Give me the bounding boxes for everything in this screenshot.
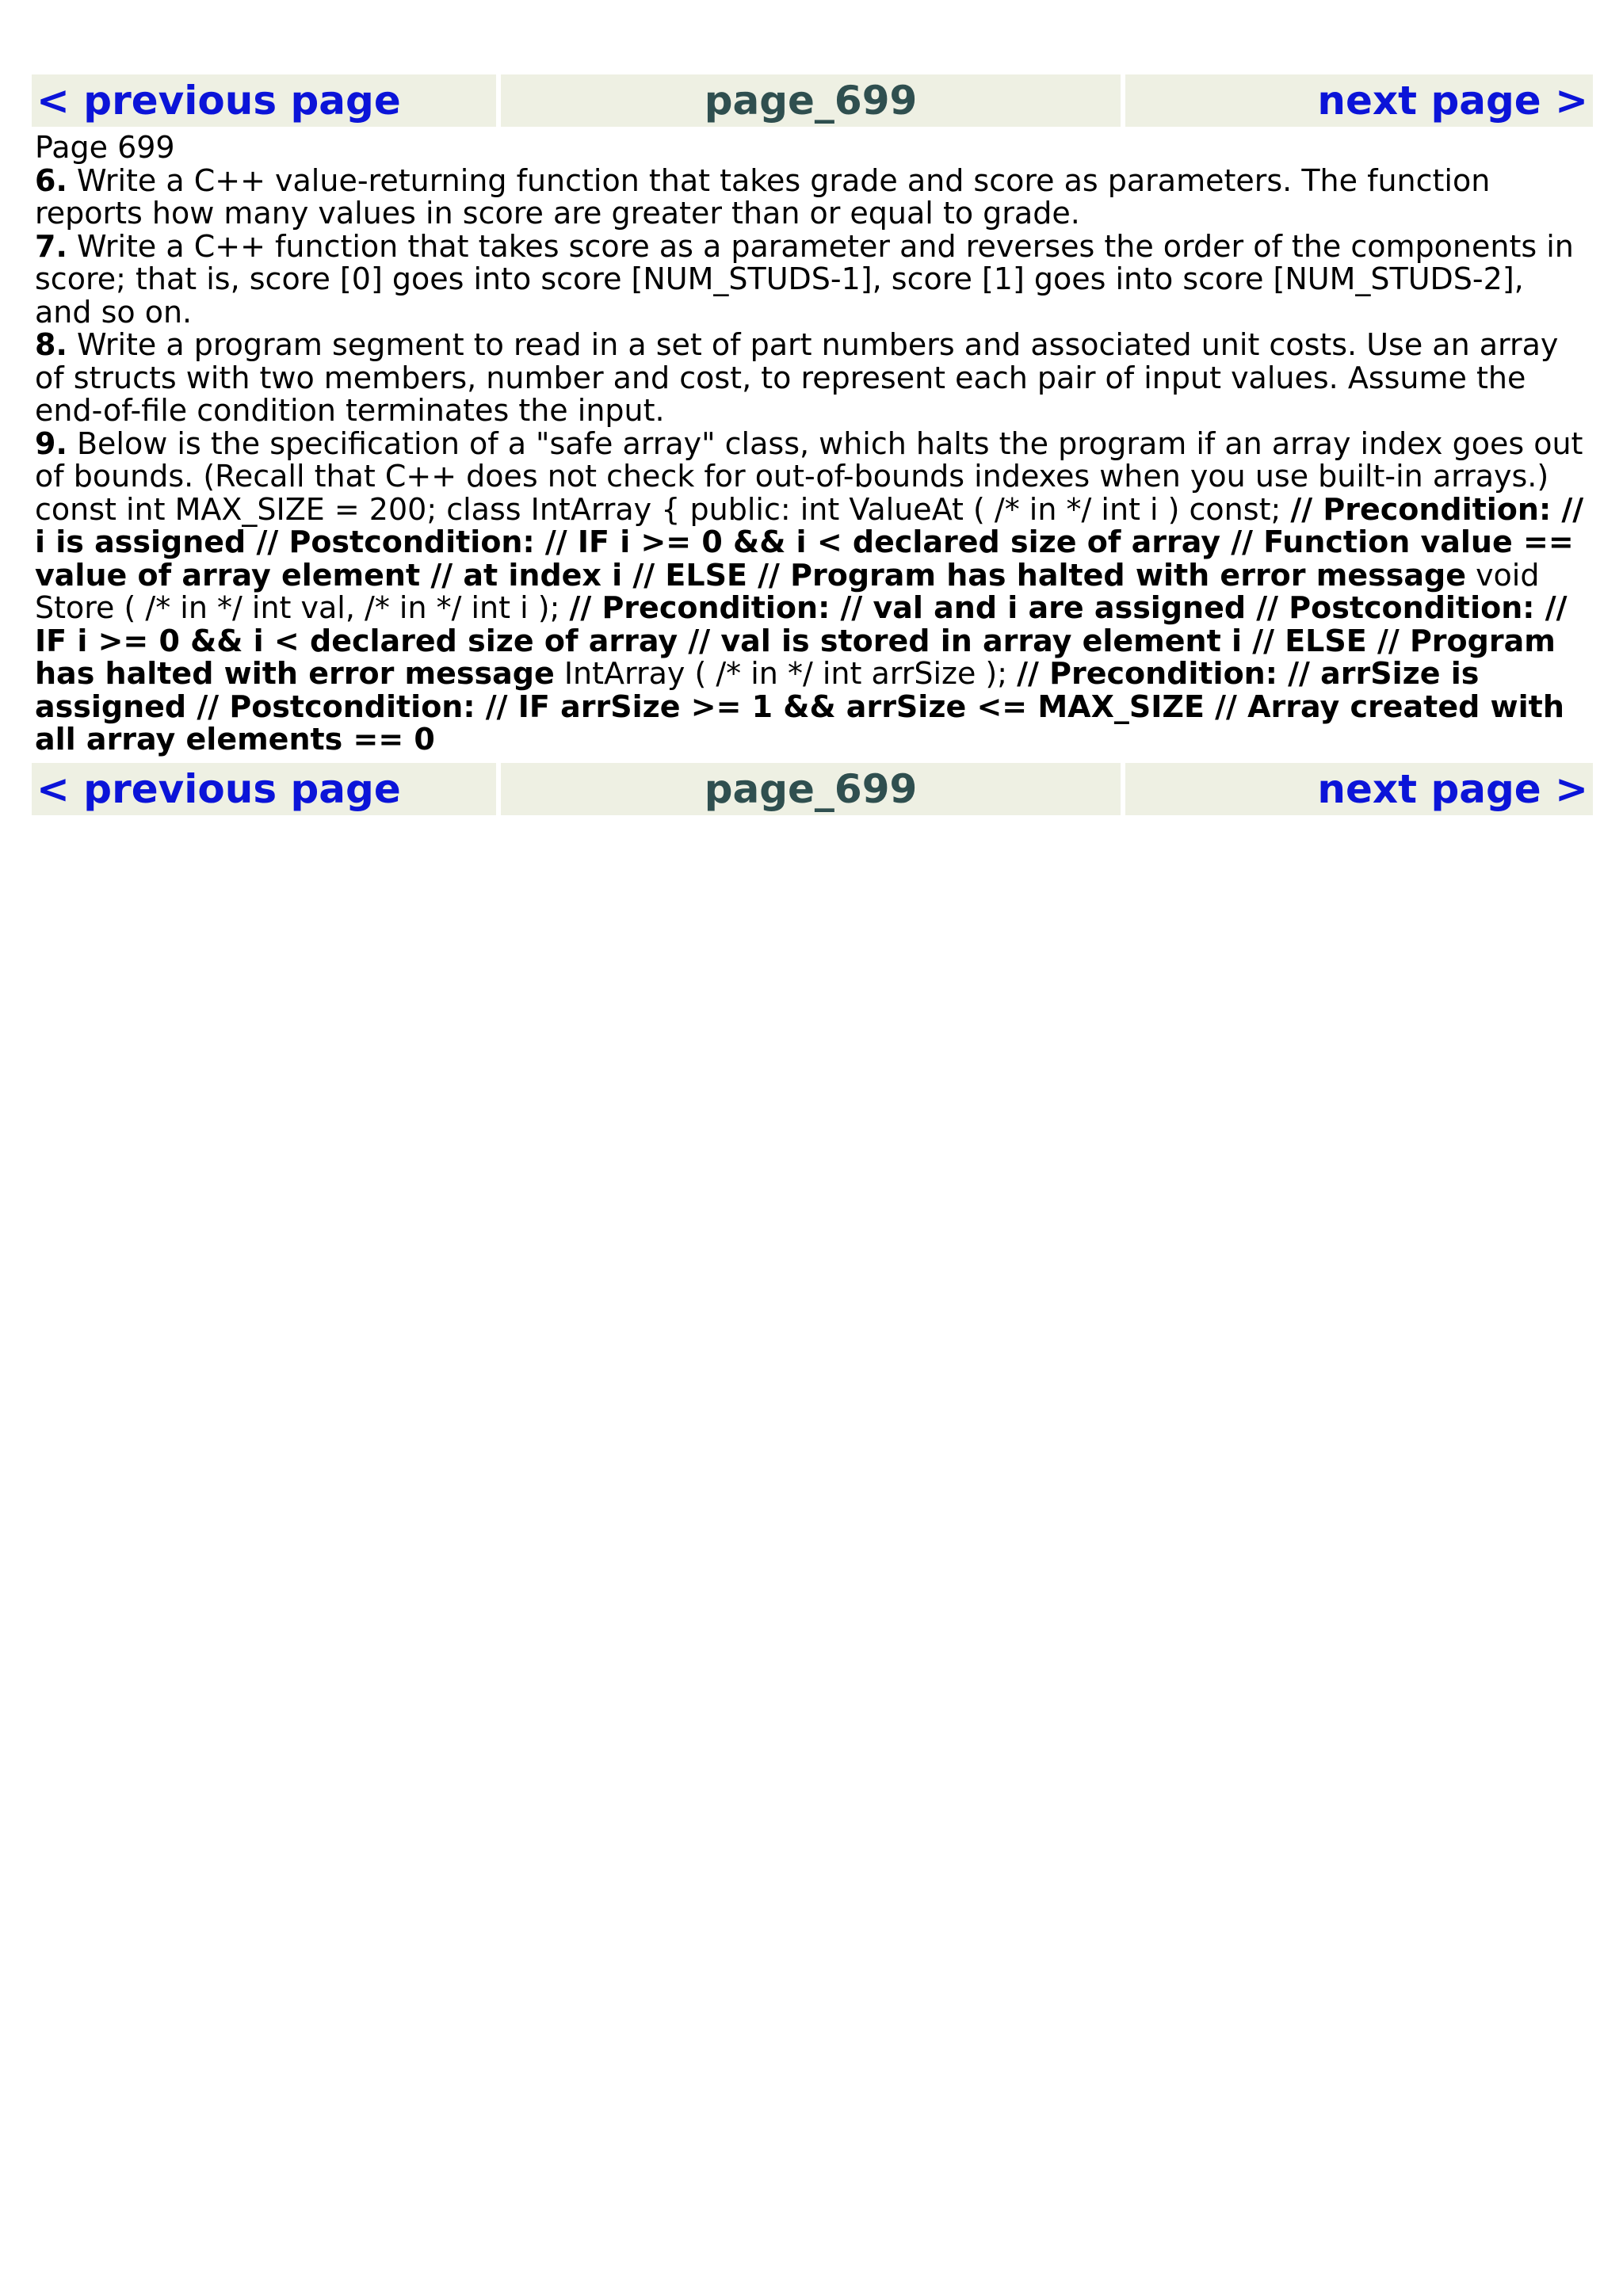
- next-page-link[interactable]: next page >: [1125, 74, 1593, 127]
- exercise-text: Write a program segment to read in a set of part numbers and associated unit costs. Use an array of structs with two members, number and cost, to represent each pair of input values. Assume the end-of-file condition terminates the input.: [35, 327, 1559, 428]
- page-number-label: page_699: [501, 74, 1121, 127]
- page: [0, 0, 1593, 815]
- previous-page-link[interactable]: < previous page: [32, 74, 496, 127]
- top-navigation-bar: [32, 74, 1593, 127]
- code-declaration: const int MAX_SIZE = 200; class IntArray { public: int ValueAt ( /* in */ int i ) const;: [35, 491, 1291, 527]
- exercise-8: [35, 329, 1588, 428]
- exercise-6: [35, 162, 1588, 231]
- exercise-number: 7.: [35, 228, 67, 264]
- code-comment: // Precondition: // i is assigned // Postcondition: // IF i >= 0 && i < declared size of array // Function value == value of array element // at index i // ELSE // Program has halted with error message: [35, 491, 1584, 593]
- page-heading: Page 699: [35, 130, 175, 165]
- page-number-label: page_699: [501, 763, 1121, 815]
- previous-page-link[interactable]: < previous page: [32, 763, 496, 815]
- exercise-text: Write a C++ function that takes score as a parameter and reverses the order of the components in score; that is, score [0] goes into score [NUM_STUDS-1], score [1] goes into score [NUM_STUDS-2], and so on.: [35, 228, 1574, 330]
- bottom-navigation-bar: [32, 763, 1593, 815]
- exercise-7: [35, 228, 1588, 330]
- code-declaration: void Store ( /* in */ int val, /* in */ int i );: [35, 557, 1540, 625]
- code-specification: [35, 491, 1588, 757]
- exercise-9: [35, 425, 1588, 494]
- code-comment: // Precondition: // val and i are assigned // Postcondition: // IF i >= 0 && i < declared size of array // val is stored in array element i // ELSE // Program has halted with error message: [35, 590, 1568, 691]
- page-content: [32, 127, 1588, 763]
- exercise-number: 6.: [35, 162, 67, 198]
- next-page-link[interactable]: next page >: [1125, 763, 1593, 815]
- code-comment: // Precondition: // arrSize is assigned // Postcondition: // IF arrSize >= 1 && arrSize <= MAX_SIZE // Array created with all array elements == 0: [35, 656, 1564, 757]
- exercise-text: Below is the specification of a "safe array" class, which halts the program if an array index goes out of bounds. (Recall that C++ does not check for out-of-bounds indexes when you use built-in arrays.): [35, 425, 1583, 494]
- exercise-number: 9.: [35, 425, 67, 461]
- code-declaration: IntArray ( /* in */ int arrSize );: [554, 656, 1018, 691]
- exercise-text: Write a C++ value-returning function that takes grade and score as parameters. The function reports how many values in score are greater than or equal to grade.: [35, 162, 1491, 231]
- exercise-number: 8.: [35, 327, 67, 362]
